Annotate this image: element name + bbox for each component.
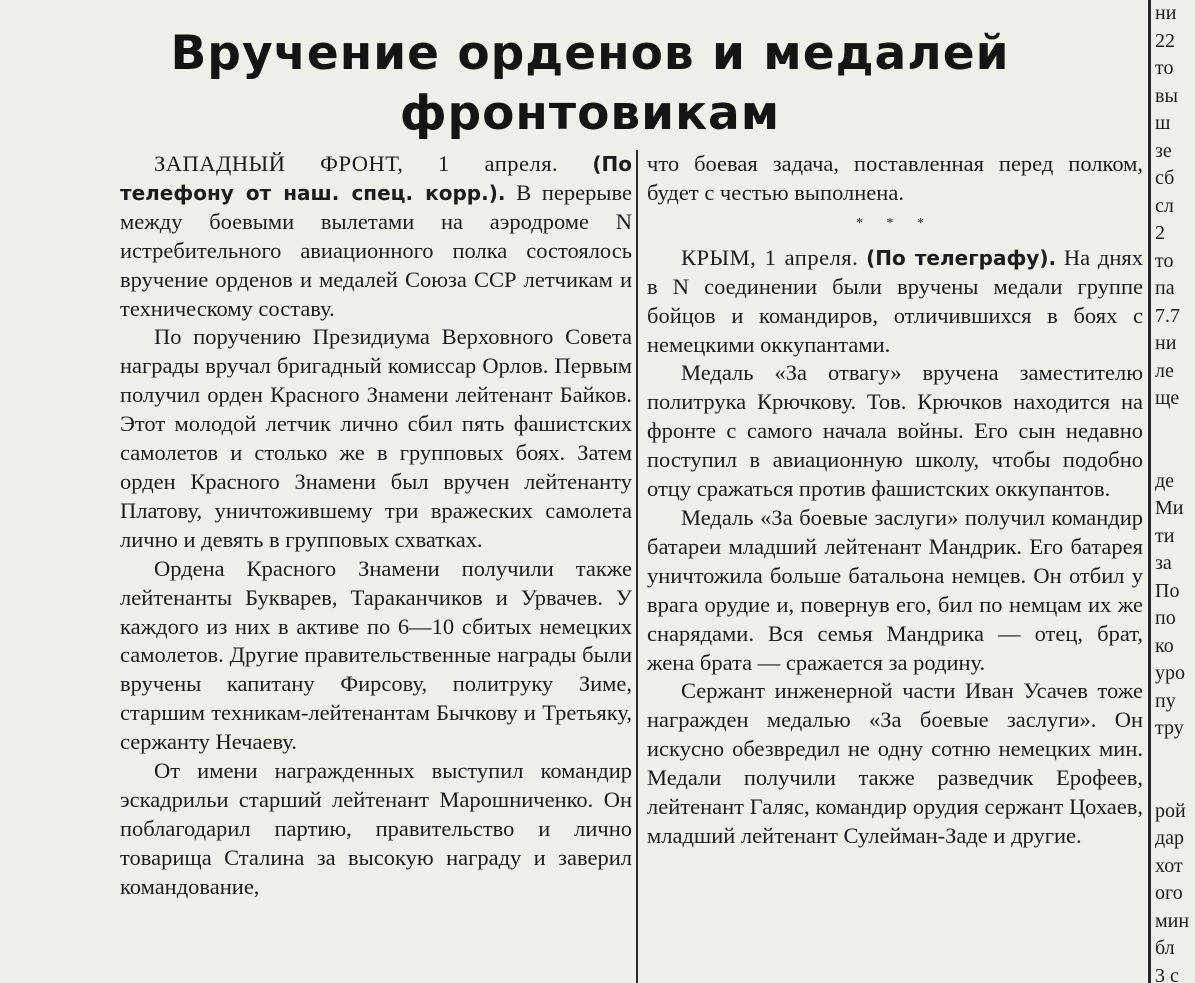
edge-fragment (1155, 770, 1195, 798)
edge-fragment: сл (1155, 194, 1174, 217)
paragraph-3: Ордена Красного Знамени получили также лейтенанты Букварев, Тараканчиков и Урвачев. У каждого из них в активе по 6—10 сбитых немецких самолетов. Другие правительственные награды были вручены капитану Фирсову, политруку Зиме, старшим техникам-лейтенантам Бычкову и Третьяку, сержанту Нечаеву. (120, 555, 632, 755)
edge-fragment: по (1155, 607, 1176, 629)
edge-fragment: дар (1155, 827, 1185, 849)
adjacent-column-fragment (1155, 0, 1195, 983)
edge-fragment: Ми (1155, 497, 1184, 519)
paragraph-2: По поручению Президиума Верховного Совета награды вручал бригадный комиссар Орлов. Первым получил орден Красного Знамени лейтенант Байков. Этот молодой летчик лично сбил пять фашистских самолетов и столько же в групповых боях. Затем орден Красного Знамени был вручен лейтенанту Платову, уничтожившему три вражеских самолета лично и девять в групповых схватках. (120, 324, 632, 552)
edge-fragment: де (1155, 469, 1175, 492)
paragraph-crimea-4: Сержант инженерной части Иван Усачев тоже награжден медалью «За боевые заслуги». Он искусно обезвредил не одну сотню немецких мин. Медали получили также разведчик Ерофеев, лейтенант Галяс, командир орудия сержант Цохаев, младший лейтенант Сулейман-Заде и другие. (647, 678, 1143, 848)
edge-fragment: ко (1155, 634, 1174, 657)
dateline: КРЫМ, 1 апреля. (681, 244, 859, 270)
edge-fragment (1155, 743, 1195, 771)
paragraph-text: В перерыве между боевыми вылетами на аэродроме N истребительного авиационного полка состоялось вручение орденов и медалей Союза ССР летчикам и техническому составу. (120, 179, 633, 321)
edge-fragment: ти (1155, 524, 1175, 547)
edge-fragment: ще (1155, 387, 1180, 409)
edge-fragment: 3 с (1155, 964, 1179, 983)
edge-fragment: хот (1155, 854, 1183, 877)
paragraph-continuation: что боевая задача, поставленная перед полком, будет с честью выполнена. (647, 151, 1143, 205)
headline-line-1: Вручение орденов и медалей (170, 26, 1010, 81)
edge-fragment: вы (1155, 84, 1178, 107)
paragraph-text: На днях в N соединении были вручены медали группе бойцов и командиров, отличившихся в боях с немецкими оккупантами. (647, 244, 1143, 357)
edge-fragment: ш (1155, 112, 1171, 134)
section-separator: * * * (856, 215, 934, 231)
dateline: ЗАПАДНЫЙ ФРОНТ, 1 апреля. (154, 151, 559, 176)
page-column-rule (1148, 0, 1151, 983)
edge-fragment: ни (1155, 2, 1177, 24)
paragraph-crimea-1 (647, 244, 1143, 360)
paragraph-crimea-2: Медаль «За отвагу» вручена заместителю политрука Крючкову. Тов. Крючков находится на фронте с самого начала войны. Его сын недавно поступил в авиационную школу, чтобы подобно отцу сражаться против фашистских оккупантов. (647, 360, 1143, 502)
edge-fragment: за (1155, 552, 1172, 574)
edge-fragment: рой (1155, 799, 1186, 822)
column-divider (636, 150, 638, 983)
edge-fragment (1155, 413, 1195, 441)
article-middle-column (647, 150, 1143, 851)
edge-fragment: зе (1155, 139, 1172, 162)
source-note: (По телефону от наш. спец. корр.). (120, 152, 632, 205)
edge-fragment: 7.7 (1155, 304, 1180, 327)
edge-fragment: ого (1155, 882, 1183, 904)
edge-fragment: тру (1155, 717, 1184, 739)
edge-fragment: пу (1155, 689, 1176, 712)
edge-fragment: По (1155, 579, 1180, 602)
edge-fragment: па (1155, 277, 1175, 299)
source-note: (По телеграфу). (866, 245, 1057, 270)
edge-fragment: 2 (1155, 222, 1165, 244)
edge-fragment (1155, 440, 1195, 468)
edge-fragment: сб (1155, 167, 1175, 189)
paragraph-crimea-3: Медаль «За боевые заслуги» получил командир батареи младший лейтенант Мандрик. Его батарея уничтожила больше батальона немцев. Он отбил у врага орудие и, повернув его, бил по немцам их же снарядами. Вся семья Мандрика — отец, брат, жена брата — сражается за родину. (647, 504, 1143, 675)
edge-fragment: бл (1155, 937, 1175, 959)
paragraph-4: От имени награжденных выступил командир эскадрильи старший лейтенант Марошниченко. Он поблагодарил партию, правительство и лично товарища Сталина за высокую награду и заверил командование, (120, 758, 632, 899)
edge-fragment: мин (1155, 909, 1190, 932)
edge-fragment: ле (1155, 359, 1174, 382)
article-left-column (120, 150, 632, 902)
edge-fragment: ни (1155, 332, 1177, 354)
edge-fragment: 22 (1155, 29, 1175, 52)
edge-fragment: то (1155, 249, 1174, 272)
headline-line-2: фронтовикам (399, 86, 781, 141)
edge-fragment: уро (1155, 662, 1185, 684)
article-headline (150, 24, 1030, 144)
paragraph-1 (120, 150, 632, 323)
edge-fragment: то (1155, 57, 1174, 79)
